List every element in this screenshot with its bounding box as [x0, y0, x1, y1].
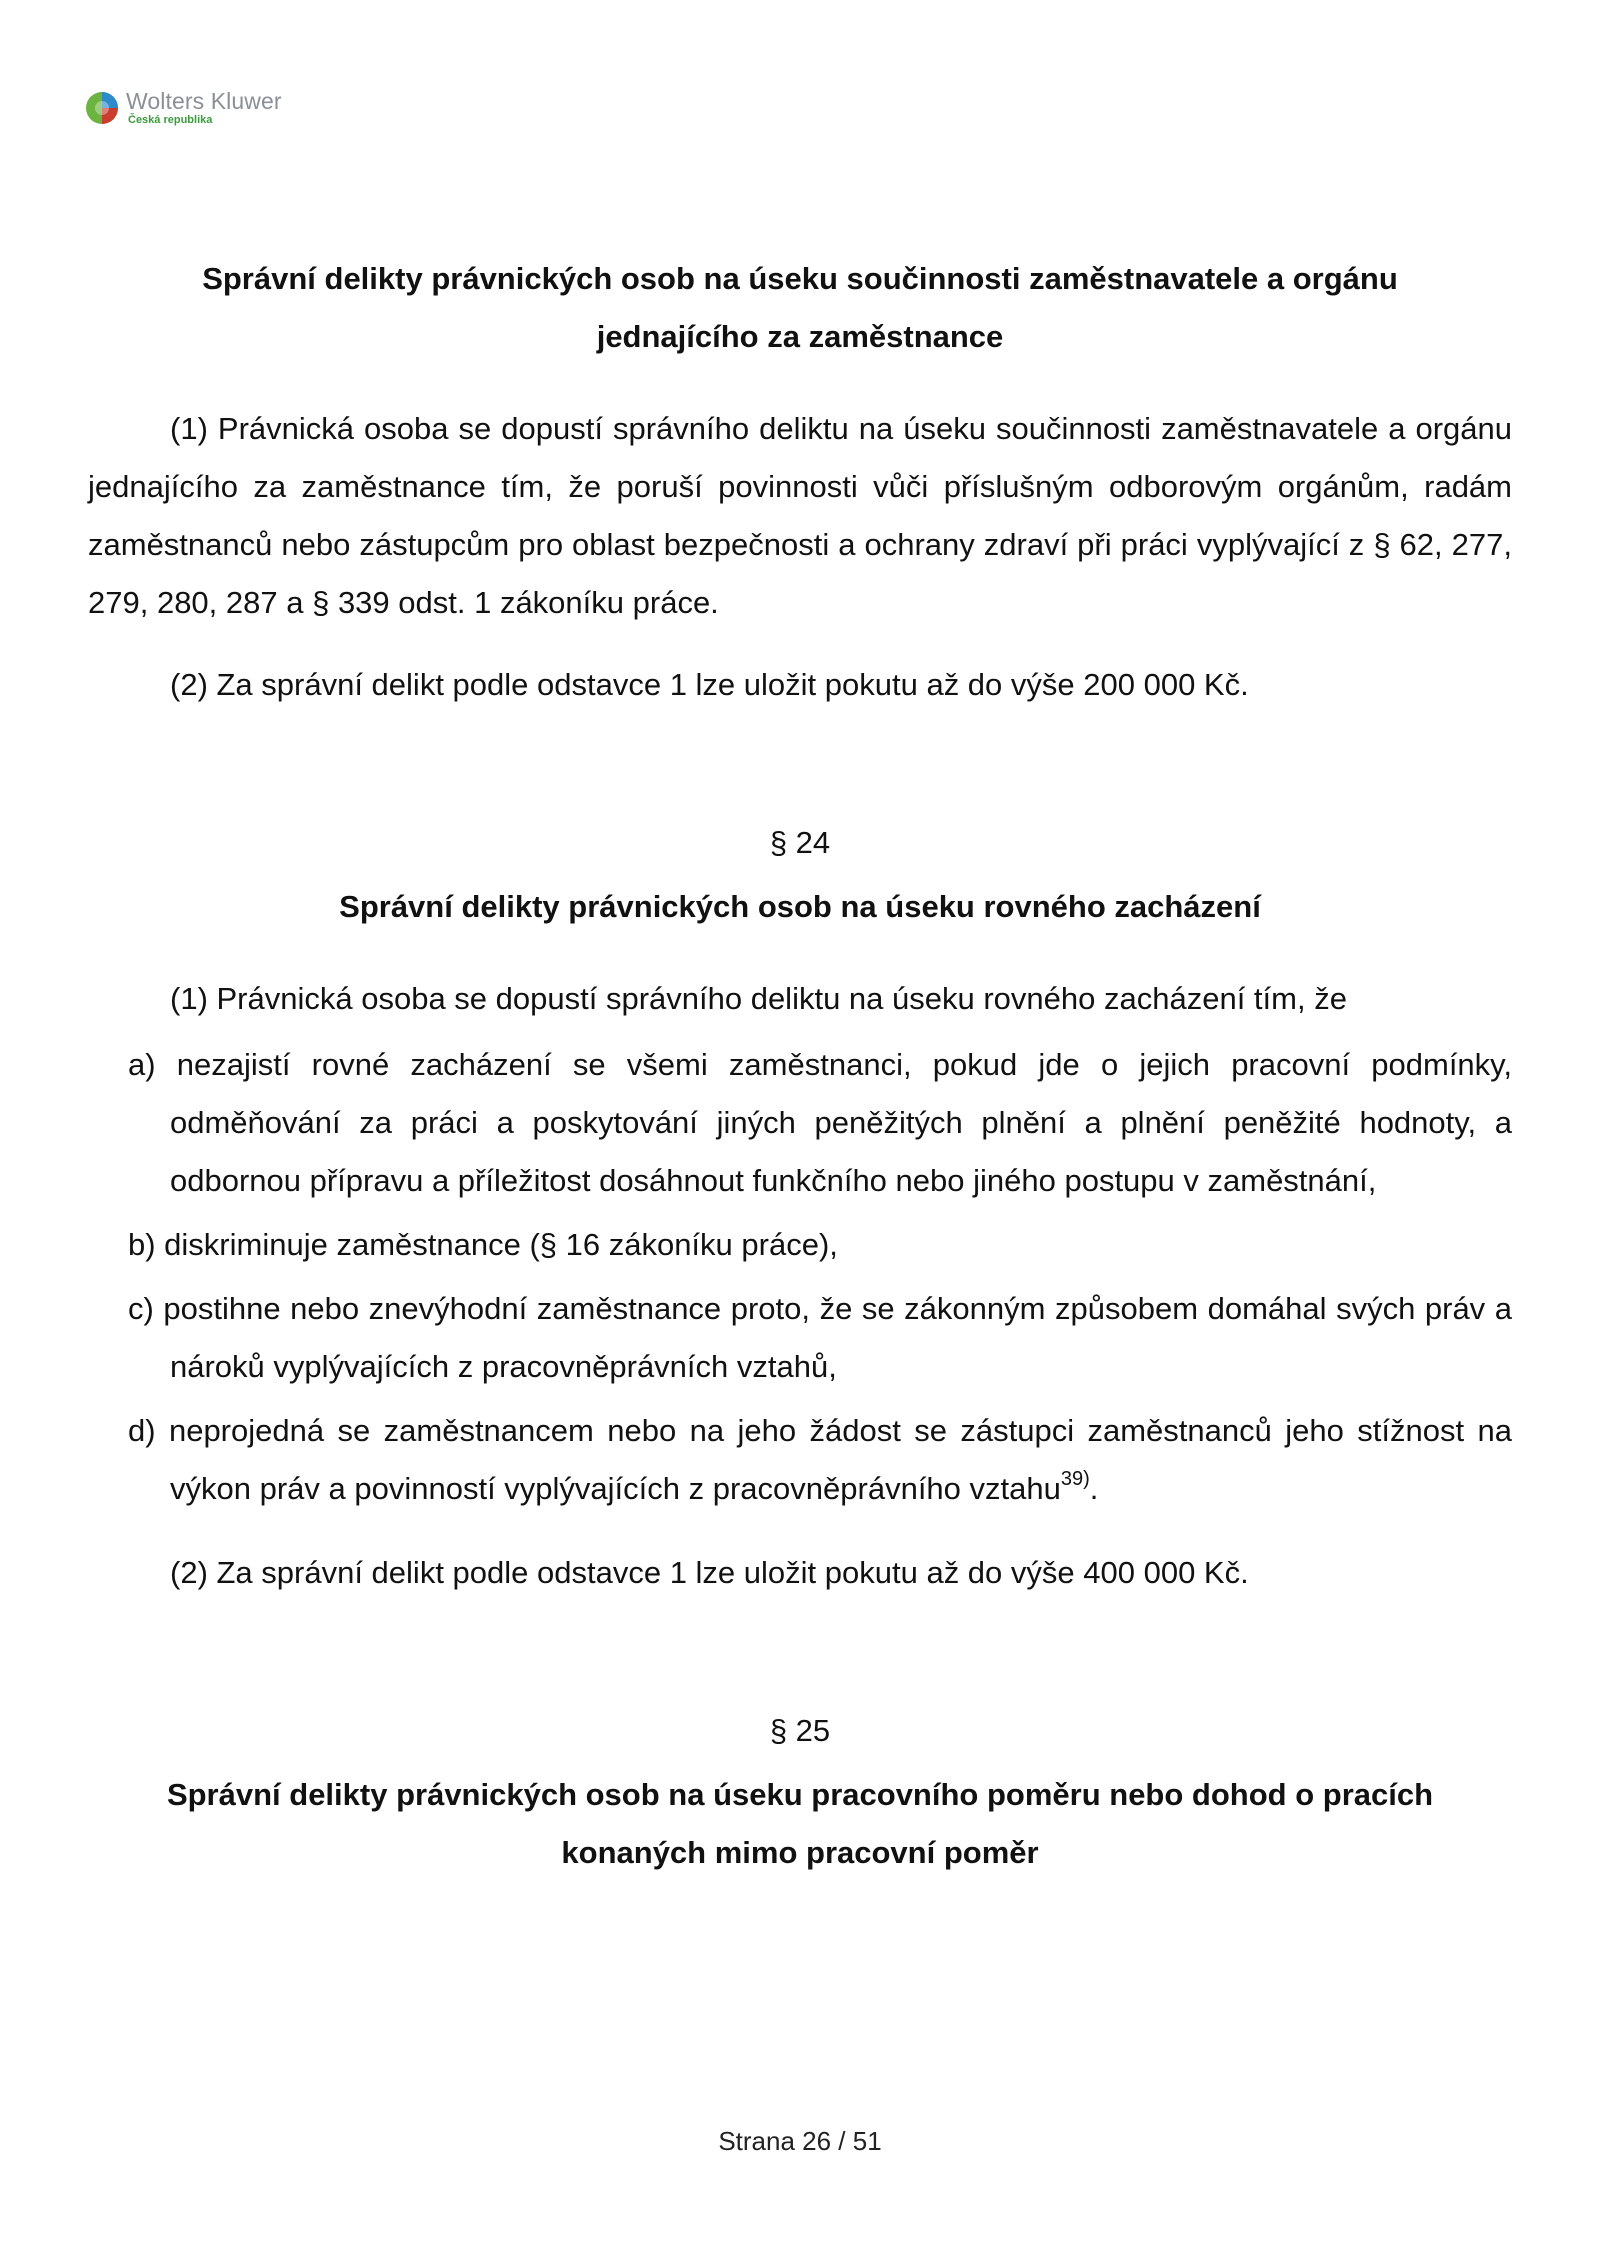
wolters-kluwer-globe-icon — [84, 90, 120, 126]
document-body — [88, 250, 1512, 1882]
section-24-paragraph-2: (2) Za správní delikt podle odstavce 1 lze uložit pokutu až do výše 400 000 Kč. — [170, 1555, 1249, 1590]
footnote-reference: 39) — [1060, 1468, 1090, 1490]
list-item-text: d) neprojedná se zaměstnancem nebo na jeho žádost se zástupci zaměstnanců jeho stížnost na výkon práv a povinností vyplývajících z pracovněprávního vztahu — [128, 1413, 1512, 1506]
list-item — [128, 1402, 1512, 1518]
section-24-heading: Správní delikty právnických osob na úseku rovného zacházení — [339, 889, 1261, 924]
section-25-heading-line-1: Správní delikty právnických osob na úseku pracovního poměru nebo dohod o pracích — [166, 1777, 1434, 1812]
list-item: b) diskriminuje zaměstnance (§ 16 zákoníku práce), — [128, 1227, 838, 1262]
page-number: Strana 26 / 51 — [718, 2126, 882, 2156]
list-item-tail: . — [1089, 1471, 1099, 1506]
section-23-paragraph-2: (2) Za správní delikt podle odstavce 1 lze uložit pokutu až do výše 200 000 Kč. — [170, 667, 1249, 702]
section-23-heading-line-2: jednajícího za zaměstnance — [596, 319, 1004, 354]
logo-name: Wolters Kluwer — [126, 88, 282, 114]
section-23-heading-line-1: Správní delikty právnických osob na úseku součinnosti zaměstnavatele a orgánu — [202, 261, 1398, 296]
list-item: a) nezajistí rovné zacházení se všemi zaměstnanci, pokud jde o jejich pracovní podmínky, odměňování za práci a poskytování jiných peněžitých plnění a plnění peněžité hodnoty, a odbornou přípravu a příležitost dosáhnout funkčního nebo jiného postupu v zaměstnání, — [128, 1047, 1512, 1198]
logo-subtitle: Česká republika — [128, 114, 213, 126]
section-25-heading-line-2: konaných mimo pracovní poměr — [561, 1835, 1039, 1870]
list-item: c) postihne nebo znevýhodní zaměstnance proto, že se zákonným způsobem domáhal svých práv a nároků vyplývajících z pracovněprávních vztahů, — [128, 1291, 1512, 1384]
section-24-list — [88, 1036, 1512, 1518]
section-24-mark: § 24 — [769, 825, 831, 860]
section-25-mark: § 25 — [769, 1713, 831, 1748]
section-24-paragraph-1: (1) Právnická osoba se dopustí správního deliktu na úseku rovného zacházení tím, že — [170, 981, 1347, 1016]
publisher-logo — [84, 90, 282, 126]
section-23-paragraph-1: (1) Právnická osoba se dopustí správního deliktu na úseku součinnosti zaměstnavatele a orgánu jednajícího za zaměstnance tím, že poruší povinnosti vůči příslušným odborovým orgánům, radám zaměstnanců nebo zástupcům pro oblast bezpečnosti a ochrany zdraví při práci vyplývající z § 62, 277, 279, 280, 287 a § 339 odst. 1 zákoníku práce. — [88, 411, 1512, 620]
